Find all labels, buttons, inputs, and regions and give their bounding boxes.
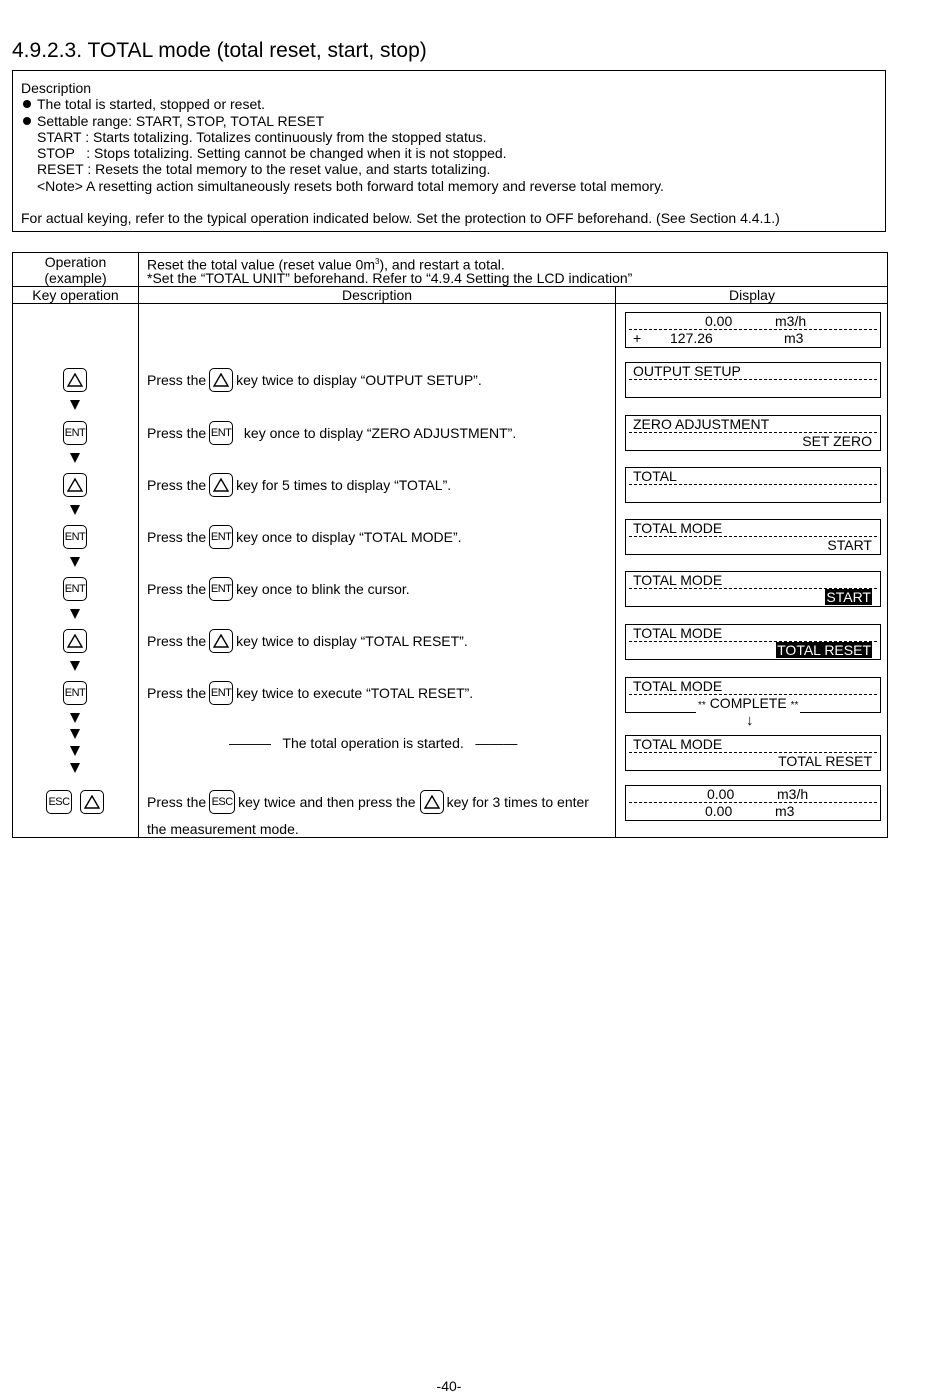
lcd-flow-value: 0.00 [705, 313, 733, 329]
step-1-text [147, 368, 482, 393]
down-arrow-icon [70, 453, 80, 463]
start-definition: START : Starts totalizing. Totalizes continuously from the stopped status. [37, 128, 487, 145]
description-bullet-2 [21, 113, 885, 129]
up-key-inline [209, 629, 233, 653]
step-7-text [147, 681, 473, 706]
lcd-total-unit: m3 [784, 330, 804, 346]
ent-key-label: ENT [64, 582, 86, 595]
up-triangle-icon [213, 634, 229, 648]
reset-note: <Note> A resetting action simultaneously resets both forward total memory and reverse total memory. [37, 177, 664, 194]
final-step-text [147, 790, 589, 815]
down-arrow-icon [70, 505, 80, 515]
lcd-total-sign: + [633, 330, 642, 346]
lcd-cursor-selection: START [826, 589, 871, 605]
esc-key[interactable] [46, 790, 72, 814]
down-arrow-icon: ↓ [746, 712, 754, 729]
up-key[interactable] [63, 473, 87, 497]
keying-instruction: For actual keying, refer to the typical operation indicated below. Set the protection to OFF beforehand. (See Section 4.4.1.) [21, 210, 780, 227]
up-triangle-icon [67, 478, 83, 492]
description-title: Description [21, 80, 92, 96]
down-arrow-icon [70, 661, 80, 671]
step-2-pre: Press the [147, 425, 207, 441]
up-key-inline [209, 368, 233, 392]
up-key-inline [420, 790, 444, 814]
step-3-pre: Press the [147, 477, 207, 493]
ent-key-label: ENT [64, 530, 86, 543]
up-key[interactable] [63, 629, 87, 653]
up-triangle-icon [213, 478, 229, 492]
up-triangle-icon [67, 634, 83, 648]
column-divider-1 [138, 253, 139, 837]
final-step-post: key for 3 times to enter [446, 794, 589, 810]
operation-text-1a: Reset the total value (reset value 0m [147, 256, 376, 273]
lcd-initial [625, 312, 881, 348]
lcd-output-setup [625, 362, 881, 398]
description-box [12, 70, 886, 232]
up-triangle-icon [67, 373, 83, 387]
ent-key-label: ENT [64, 426, 86, 439]
down-arrow-icon [70, 763, 80, 773]
bullet-2-text: Settable range: START, STOP, TOTAL RESET [37, 112, 325, 129]
lcd-total-mode-start-cursor [625, 571, 881, 607]
lcd-flow-unit: m3/h [775, 313, 807, 329]
step-4-pre: Press the [147, 529, 207, 545]
lcd-line-1: OUTPUT SETUP [633, 363, 744, 379]
superscript-3: 3 [375, 257, 380, 266]
lcd-line-2: START [827, 537, 872, 553]
ent-key[interactable] [63, 525, 87, 549]
step-3-post: key for 5 times to display “TOTAL”. [236, 477, 452, 493]
ent-key[interactable] [63, 421, 87, 445]
bullet-1-text: The total is started, stopped or reset. [37, 96, 266, 113]
down-arrow-icon [70, 557, 80, 567]
description-bullet-1 [21, 96, 885, 112]
lcd-zero-adjustment [625, 415, 881, 451]
lcd-line-1: TOTAL MODE [633, 572, 725, 588]
final-step-line-2: the measurement mode. [147, 821, 299, 837]
lcd-line-2: TOTAL RESET [778, 753, 872, 769]
description-header: Description [341, 287, 413, 303]
ent-key-inline: ENT [209, 681, 233, 705]
up-key[interactable] [80, 790, 104, 814]
down-arrow-icon [70, 746, 80, 756]
lcd-total-value: 0.00 [705, 803, 733, 819]
esc-key-inline: ESC [209, 790, 235, 814]
lcd-flow-unit: m3/h [777, 786, 809, 802]
lcd-total-value: 127.26 [670, 330, 713, 346]
operation-text-1b: ), and restart a total. [379, 256, 505, 273]
step-6-text [147, 629, 468, 654]
reset-definition: RESET : Resets the total memory to the reset value, and starts totalizing. [37, 161, 491, 178]
lcd-flow-value: 0.00 [707, 786, 735, 802]
operation-example-label: (example) [44, 270, 107, 286]
ent-key-inline: ENT [209, 525, 233, 549]
ent-key-inline: ENT [209, 421, 233, 445]
lcd-final [625, 785, 881, 821]
key-operation-header: Key operation [32, 287, 119, 303]
final-step-pre: Press the [147, 794, 207, 810]
lcd-line-1: TOTAL MODE [633, 678, 725, 694]
up-triangle-icon [213, 373, 229, 387]
operation-label: Operation [44, 254, 107, 270]
step-2-text [147, 421, 516, 446]
lcd-complete-text: COMPLETE [709, 695, 787, 711]
lcd-line-1: ZERO ADJUSTMENT [633, 416, 772, 432]
step-6-post: key twice to display “TOTAL RESET”. [236, 633, 468, 649]
lcd-total-mode-start [625, 519, 881, 555]
step-6-pre: Press the [147, 633, 207, 649]
section-heading: 4.9.2.3. TOTAL mode (total reset, start, stop) [12, 39, 427, 62]
down-arrow-icon [70, 400, 80, 410]
page-number: -40- [436, 1378, 462, 1394]
step-4-text [147, 525, 462, 550]
ent-key[interactable] [63, 681, 87, 705]
step-1-post: key twice to display “OUTPUT SETUP”. [236, 372, 482, 388]
up-key[interactable] [63, 368, 87, 392]
total-started-text: ——— The total operation is started. ——— [229, 735, 518, 751]
lcd-stars-right: ** [790, 700, 799, 711]
lcd-line-1: TOTAL MODE [633, 736, 725, 752]
down-arrow-icon [70, 609, 80, 619]
step-4-post: key once to display “TOTAL MODE”. [236, 529, 462, 545]
lcd-line-1: TOTAL [633, 468, 680, 484]
step-5-post: key once to blink the cursor. [236, 581, 410, 597]
step-7-pre: Press the [147, 685, 207, 701]
up-triangle-icon [424, 795, 440, 809]
final-step-mid: key twice and then press the [238, 794, 416, 810]
ent-key[interactable] [63, 577, 87, 601]
column-divider-2 [615, 286, 616, 837]
step-7-post: key twice to execute “TOTAL RESET”. [236, 685, 474, 701]
step-1-pre: Press the [147, 372, 207, 388]
lcd-total-unit: m3 [775, 803, 795, 819]
lcd-cursor-selection: TOTAL RESET [777, 642, 871, 658]
display-header: Display [729, 287, 775, 303]
operation-text-2: *Set the “TOTAL UNIT” beforehand. Refer to “4.9.4 Setting the LCD indication” [147, 270, 633, 286]
lcd-stars-left: ** [698, 700, 706, 711]
step-5-text [147, 577, 410, 602]
lcd-total-mode-reset [625, 735, 881, 771]
up-key-inline [209, 473, 233, 497]
step-5-pre: Press the [147, 581, 207, 597]
step-2-post: key once to display “ZERO ADJUSTMENT”. [236, 425, 517, 441]
lcd-line-1: TOTAL MODE [633, 625, 725, 641]
stop-definition: STOP : Stops totalizing. Setting cannot be changed when it is not stopped. [37, 145, 507, 162]
operation-table [12, 252, 888, 838]
lcd-line-1: TOTAL MODE [633, 520, 725, 536]
lcd-total-mode-complete [625, 677, 881, 713]
down-arrow-icon [70, 729, 80, 739]
esc-key-label: ESC [48, 795, 70, 808]
up-triangle-icon [84, 795, 100, 809]
ent-key-label: ENT [64, 686, 86, 699]
lcd-line-2: SET ZERO [802, 433, 872, 449]
lcd-total-mode-reset-cursor [625, 624, 881, 660]
column-header-divider [13, 303, 887, 304]
down-arrow-icon [70, 713, 80, 723]
lcd-total [625, 467, 881, 503]
ent-key-inline: ENT [209, 577, 233, 601]
step-3-text [147, 473, 451, 498]
